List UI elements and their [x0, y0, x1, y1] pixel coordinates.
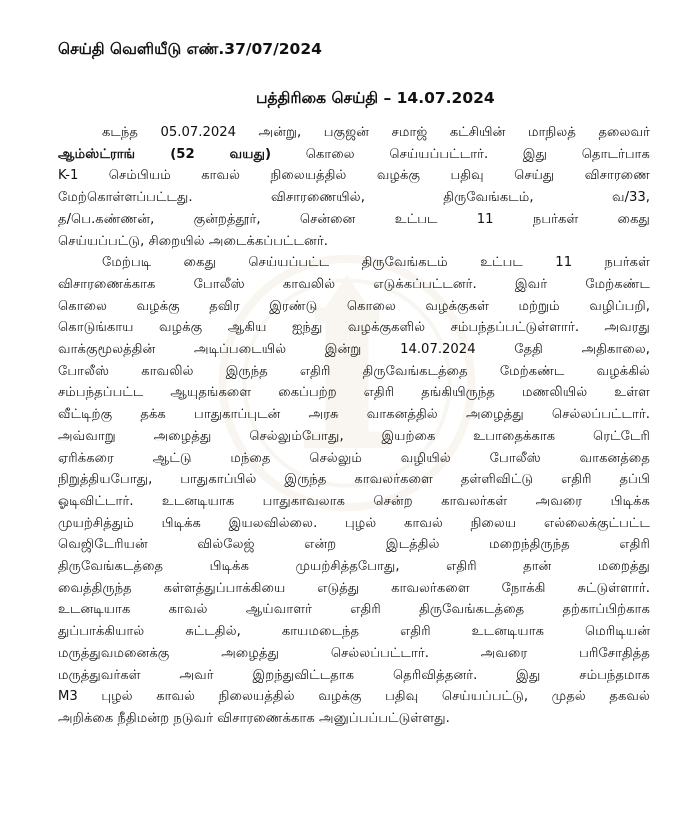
paragraph-1-line-rest: கொலை செய்யப்பட்டார். இது தொடர்பாக	[271, 146, 650, 162]
paragraph-2-line: துப்பாக்கியால் சுட்டதில், காயமடைந்த எதிரி உடனடியாக மெரிடியன்	[58, 624, 650, 640]
paragraph-2-line: அவ்வாறு அழைத்து செல்லும்போது, இயற்கை உபாதைக்காக ரெட்டேரி	[58, 428, 650, 444]
press-release-number: செய்தி வெளியீடு எண்.37/07/2024	[58, 40, 322, 58]
paragraph-2-line: சம்பந்தப்பட்ட ஆயுதங்களை கைப்பற்ற எதிரி தங்கியிருந்த மணலியில் உள்ள	[58, 385, 650, 401]
paragraph-2-line: திருவேங்கடத்தை பிடிக்க முயற்சித்தபோது, எதிரி தான் மறைத்து	[58, 559, 650, 575]
paragraph-2-line: வைத்திருந்த கள்ளத்துப்பாக்கியை எடுத்து காவலர்களை நோக்கி சுட்டுள்ளார்.	[58, 580, 650, 596]
paragraph-1-line: K-1 செம்பியம் காவல் நிலையத்தில் வழக்கு பதிவு செய்து விசாரணை	[58, 168, 650, 184]
paragraph-2-line: நிறுத்தியபோது, பாதுகாப்பில் இருந்த காவலர்களை தள்ளிவிட்டு எதிரி தப்பி	[58, 472, 650, 488]
victim-name: ஆம்ஸ்ட்ராங் (52 வயது)	[58, 146, 272, 162]
paragraph-2-line: அறிக்கை நீதிமன்ற நடுவர் விசாரணைக்காக அனுப்பப்பட்டுள்ளது.	[58, 710, 450, 726]
paragraph-2-line: ஏரிக்கரை ஆட்டு மந்தை செல்லும் வழியில் போலீஸ் வாகனத்தை	[58, 450, 650, 466]
paragraph-1-line	[58, 144, 650, 166]
paragraph-2-line: உடனடியாக காவல் ஆய்வாளர் எதிரி திருவேங்கடத்தை தற்காப்பிற்காக	[58, 602, 650, 618]
paragraph-1-line: கடந்த 05.07.2024 அன்று, பகுஜன் சமாஜ் கட்சியின் மாநிலத் தலைவர்	[102, 125, 650, 140]
paragraph-2-line: விசாரணைக்காக போலீஸ் காவலில் எடுக்கப்பட்டனர். இவர் மேற்கண்ட	[58, 276, 650, 292]
paragraph-2-line: வீட்டிற்கு தக்க பாதுகாப்புடன் அரசு வாகனத்தில் அழைத்து செல்லப்பட்டார்.	[58, 407, 650, 423]
paragraph-2-line: கொலை வழக்கு தவிர இரண்டு கொலை வழக்குகள் மற்றும் வழிப்பறி,	[58, 298, 650, 314]
press-release-body	[58, 122, 650, 730]
paragraph-2-line: மேற்படி கைது செய்யப்பட்ட திருவேங்கடம் உட்பட 11 நபர்கள்	[102, 255, 650, 271]
paragraph-2-line: வெஜிடேரியன் வில்லேஜ் என்ற இடத்தில் மறைந்திருந்த எதிரி	[58, 537, 650, 553]
paragraph-2-line: ஓடிவிட்டார். உடனடியாக பாதுகாவலாக சென்ற காவலர்கள் அவரை பிடிக்க	[58, 493, 650, 509]
paragraph-2-line: M3 புழல் காவல் நிலையத்தில் வழக்கு பதிவு செய்யப்பட்டு, முதல் தகவல்	[58, 689, 650, 705]
paragraph-1-line: த/பெ.கண்ணன், குன்றத்தூர், சென்னை உட்பட 11 நபர்கள் கைது	[58, 211, 650, 227]
paragraph-2-line: முயற்சித்தும் பிடிக்க இயலவில்லை. புழல் காவல் நிலைய எல்லைக்குட்பட்ட	[58, 515, 650, 531]
paragraph-2-line: போலீஸ் காவலில் இருந்த எதிரி திருவேங்கடத்தை மேற்கண்ட வழக்கில்	[58, 363, 650, 379]
paragraph-1-line: செய்யப்பட்டு, சிறையில் அடைக்கப்பட்டனர்.	[58, 233, 328, 249]
paragraph-2-line: மருத்துவர்கள் அவர் இறந்துவிட்டதாக தெரிவித்தனர். இது சம்பந்தமாக	[58, 667, 650, 683]
paragraph-2-line: வாக்குமூலத்தின் அடிப்படையில் இன்று 14.07.2024 தேதி அதிகாலை,	[58, 342, 650, 358]
paragraph-2-line: கொடுங்காய வழக்கு ஆகிய ஐந்து வழக்குகளில் சம்பந்தப்பட்டுள்ளார். அவரது	[58, 320, 650, 336]
paragraph-2-line: மருத்துவமனைக்கு அழைத்து செல்லப்பட்டார். அவரை பரிசோதித்த	[58, 645, 650, 661]
paragraph-1-line: மேற்கொள்ளப்பட்டது. விசாரணையில், திருவேங்கடம், வ/33,	[58, 190, 650, 206]
press-release-title: பத்திரிகை செய்தி – 14.07.2024	[256, 89, 495, 107]
